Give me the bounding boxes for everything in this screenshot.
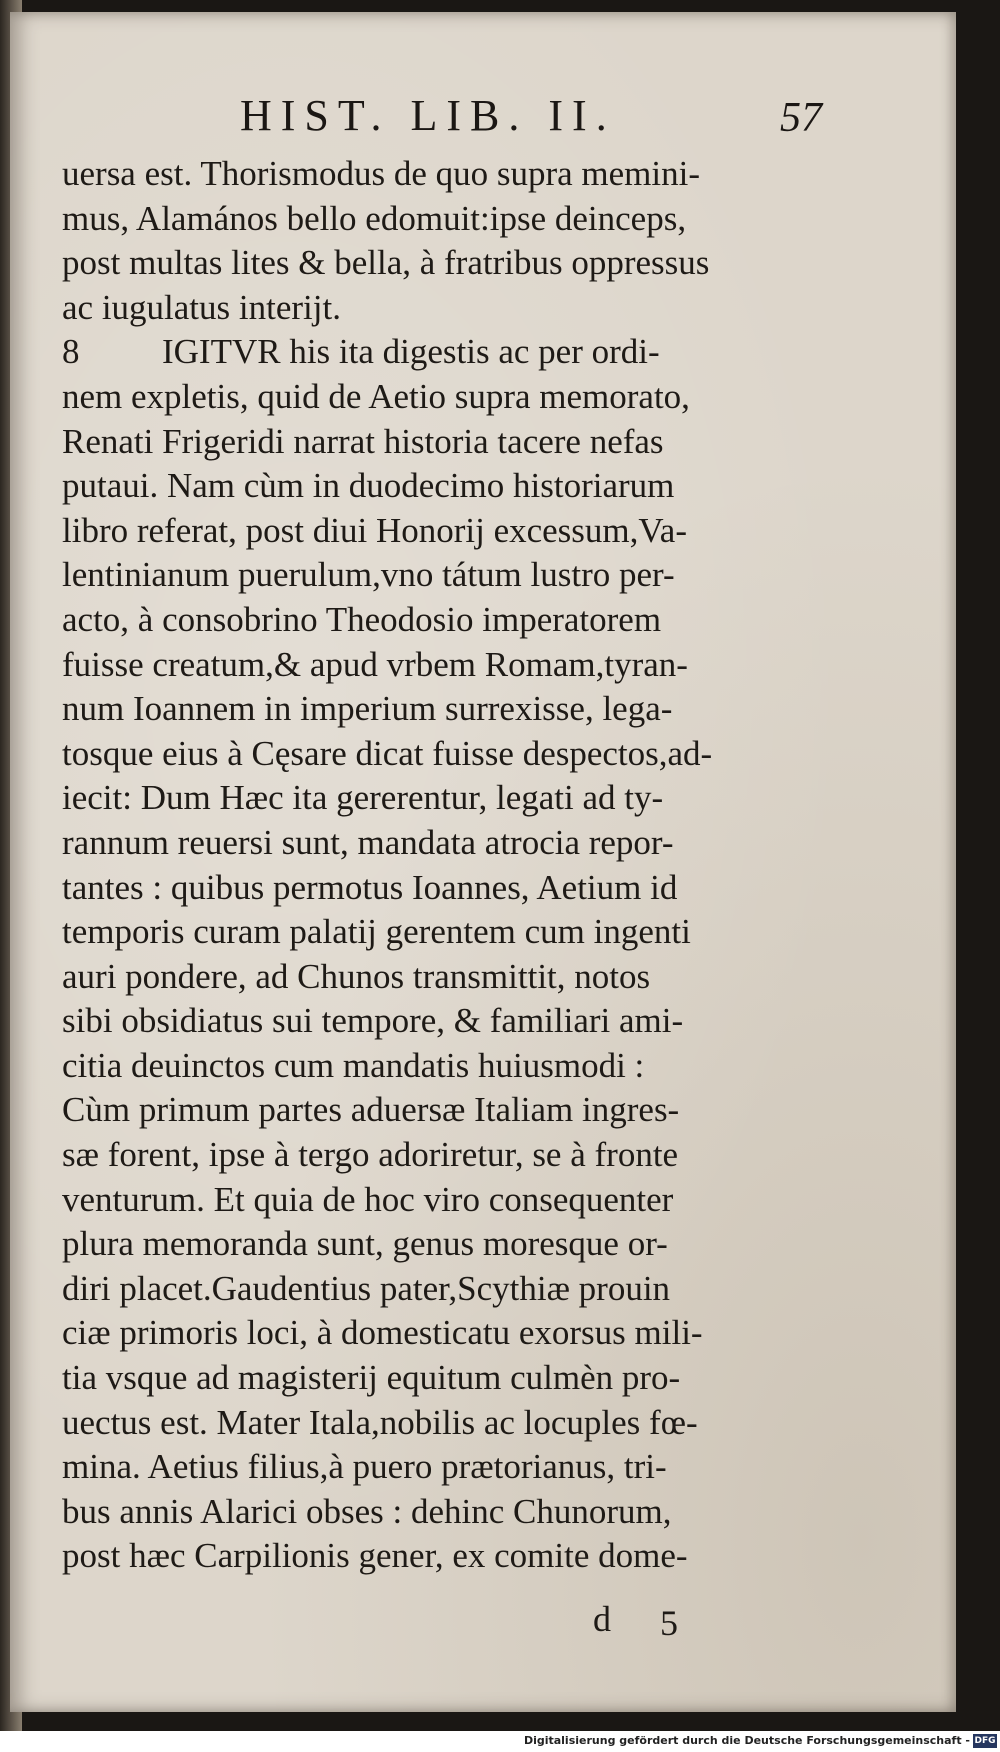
signature-number: 5 <box>660 1603 678 1643</box>
running-head <box>10 90 956 146</box>
text-line: uersa est. Thorismodus de quo supra memini- <box>62 154 700 193</box>
text-line: post hæc Carpilionis gener, ex comite dome- <box>62 1536 688 1576</box>
text-line: temporis curam palatij gerentem cum ingenti <box>62 912 691 952</box>
text-line: acto, à consobrino Theodosio imperatorem <box>62 599 662 639</box>
text-line: bus annis Alarici obses : dehinc Chunorum, <box>62 1491 672 1531</box>
signature-letter: d <box>593 1599 611 1639</box>
digitization-footer <box>0 1731 1000 1752</box>
text-line: rannum reuersi sunt, mandata atrocia repor- <box>62 822 674 862</box>
text-line: iecit: Dum Hæc ita gererentur, legati ad ty- <box>62 778 664 818</box>
text-line: nem expletis, quid de Aetio supra memorato, <box>62 376 690 416</box>
text-line: num Ioannem in imperium surrexisse, lega- <box>62 689 673 729</box>
funding-credit: Digitalisierung gefördert durch die Deutsche Forschungsgemeinschaft - <box>523 1734 970 1747</box>
text-line: fuisse creatum,& apud vrbem Romam,tyran- <box>62 644 688 684</box>
text-line: lentinianum puerulum,vno tátum lustro per- <box>62 555 675 595</box>
text-line: sæ forent, ipse à tergo adoriretur, se à fronte <box>62 1135 679 1175</box>
dfg-logo: DFG <box>974 1736 996 1746</box>
text-line: ciæ primoris loci, à domesticatu exorsus mili- <box>62 1313 703 1353</box>
page-number: 57 <box>780 95 822 141</box>
signature-mark <box>10 1592 956 1652</box>
running-head-title: HIST. LIB. II. <box>240 91 616 140</box>
text-line: mina. Aetius filius,à puero prætorianus, tri- <box>62 1447 667 1487</box>
text-line: post multas lites & bella, à fratribus oppressus <box>62 243 710 283</box>
book-page <box>10 12 956 1712</box>
text-line: venturum. Et quia de hoc viro consequenter <box>62 1179 674 1219</box>
text-line: diri placet.Gaudentius pater,Scythiæ prouin <box>62 1268 671 1308</box>
text-line-section-start <box>62 330 852 375</box>
text-line: plura memoranda sunt, genus moresque or- <box>62 1224 668 1264</box>
text-line: tia vsque ad magisterij equitum culmèn pro- <box>62 1358 681 1398</box>
text-line: tantes : quibus permotus Ioannes, Aetium id <box>62 867 678 907</box>
text-line: putaui. Nam cùm in duodecimo historiarum <box>62 466 675 506</box>
text-line: auri pondere, ad Chunos transmittit, notos <box>62 956 651 996</box>
text-line: libro referat, post diui Honorij excessum,Va- <box>62 510 687 550</box>
text-line: ac iugulatus interijt. <box>62 287 341 327</box>
text-line: sibi obsidiatus sui tempore, & familiari ami- <box>62 1001 684 1041</box>
text-line: Renati Frigeridi narrat historia tacere nefas <box>62 421 664 461</box>
text-line: uectus est. Mater Itala,nobilis ac locuples fœ- <box>62 1402 698 1442</box>
section-number: 8 <box>62 332 80 372</box>
body-text <box>62 152 852 1579</box>
text-line: citia deuinctos cum mandatis huiusmodi : <box>62 1045 645 1085</box>
text-line: Cùm primum partes aduersæ Italiam ingres- <box>62 1090 680 1130</box>
text-line: tosque eius à Cęsare dicat fuisse despectos,ad- <box>62 733 713 773</box>
text-line: mus, Alamános bello edomuit:ipse deinceps, <box>62 198 687 238</box>
section-opening-text: IGITVR his ita digestis ac per ordi- <box>162 332 660 372</box>
